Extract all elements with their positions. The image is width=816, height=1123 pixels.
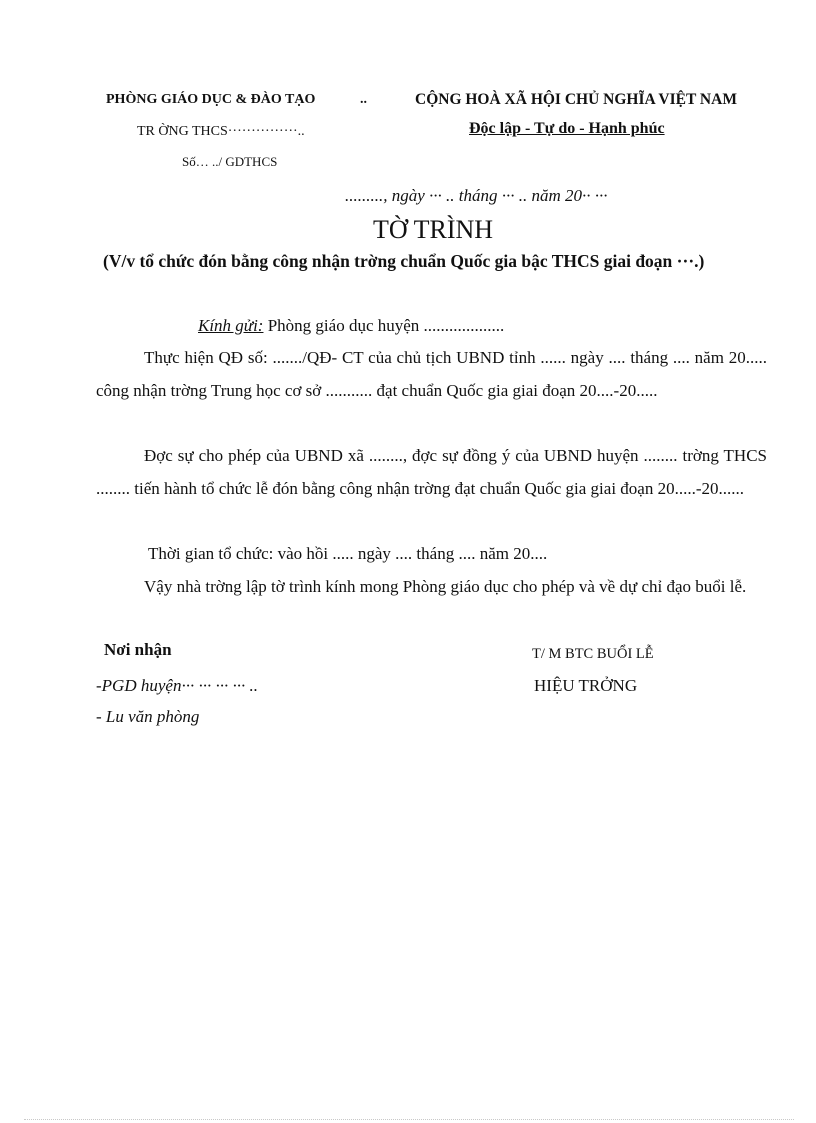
document-subtitle: (V/v tổ chức đón bằng công nhận trờng chuẩn Quốc gia bậc THCS giai đoạn ···.) xyxy=(103,251,705,271)
body-paragraph: Đợc sự cho phép của UBND xã ........, đợc sự đồng ý của UBND huyện ........ trờng THCS ........ tiến hành tổ chức lễ đón bằng công nhận trờng đạt chuẩn Quốc gia giai đoạn 20.....-20...... xyxy=(96,446,767,498)
signature-role: T/ M BTC BUỔI LỄ xyxy=(532,646,654,662)
receivers-heading: Nơi nhận xyxy=(104,640,172,659)
receiver-item: -PGD huyện··· ··· ··· ··· .. xyxy=(96,676,258,695)
recipient-label: Kính gửi: xyxy=(198,316,264,335)
page-bottom-divider xyxy=(24,1119,794,1120)
issuing-office: PHÒNG GIÁO DỤC & ĐÀO TẠO xyxy=(106,92,316,107)
body-paragraph: Thực hiện QĐ số: ......./QĐ- CT của chủ tịch UBND tỉnh ...... ngày .... tháng .... năm 20..... công nhận trờng Trung học cơ sở ........... đạt chuẩn Quốc gia giai đoạn 20....-20..... xyxy=(96,348,767,400)
recipient-line xyxy=(198,316,504,336)
body-paragraph: Vậy nhà trờng lập tờ trình kính mong Phòng giáo dục cho phép và về dự chỉ đạo buổi lễ. xyxy=(144,577,747,596)
school-name: TR ỜNG THCS···············.. xyxy=(137,124,305,139)
national-title: CỘNG HOÀ XÃ HỘI CHỦ NGHĨA VIỆT NAM xyxy=(415,91,737,108)
national-motto: Độc lập - Tự do - Hạnh phúc xyxy=(469,120,665,137)
body-paragraph: Thời gian tổ chức: vào hồi ..... ngày .... tháng .... năm 20.... xyxy=(148,544,548,563)
issuing-office-dots: .. xyxy=(360,92,367,107)
signature-title: HIỆU TRỞNG xyxy=(534,676,638,695)
document-number: Số… ../ GDTHCS xyxy=(182,154,278,169)
recipient-value: Phòng giáo dục huyện ................... xyxy=(267,316,505,335)
date-line: ........., ngày ··· .. tháng ··· .. năm 20·· ··· xyxy=(345,186,608,205)
receiver-item: - Lu văn phòng xyxy=(96,707,200,726)
document-title: TỜ TRÌNH xyxy=(372,215,494,244)
